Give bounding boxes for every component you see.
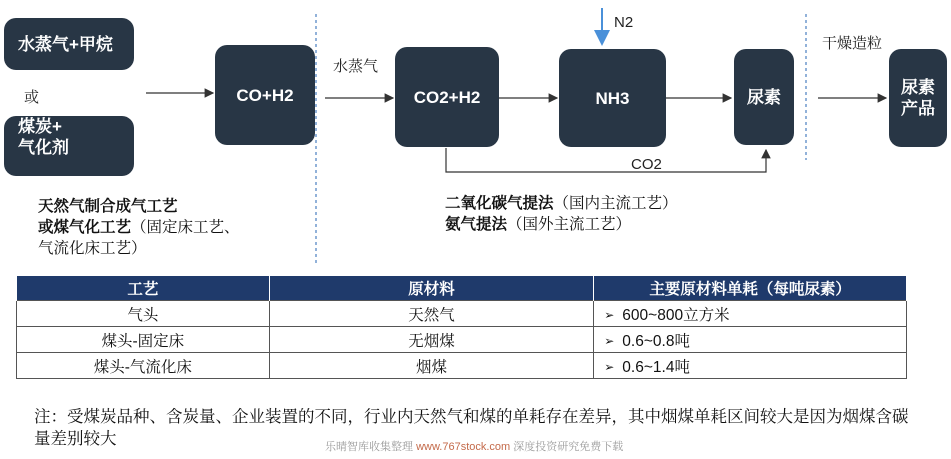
nh3-box [559,49,666,147]
left-desc-line3: 气流化床工艺） [38,240,147,257]
bullet-icon: ➢ [604,360,615,375]
cell-material: 无烟煤 [269,327,594,353]
left-desc-line1: 天然气制合成气工艺 [38,198,178,215]
urea-product-box [889,49,947,147]
co2-label: CO2 [631,156,662,173]
table-header-row [17,276,907,301]
header-consumption: 主要原材料单耗（每吨尿素） [594,276,907,301]
watermark [325,438,623,454]
nh3-label: NH3 [595,88,630,108]
co2h2-box [395,47,499,147]
consumption-table [16,276,907,379]
cell-material: 烟煤 [269,353,594,379]
bullet-icon: ➢ [604,308,615,323]
consumption-value: 0.6~0.8吨 [622,332,690,350]
table-row [17,327,907,353]
input-box-coal-line1: 煤炭+ [18,117,62,136]
watermark-url: www.767stock.com [416,441,511,453]
watermark-suffix: 深度投资研究免费下载 [513,441,624,453]
co2h2-label: CO2+H2 [413,87,481,107]
right-desc-line1-bold: 二氧化碳气提法 [445,195,554,212]
right-description [445,193,678,235]
cell-process: 煤头-气流化床 [17,353,270,379]
left-desc-line2-normal: （固定床工艺、 [131,219,240,236]
right-desc-line1-normal: （国内主流工艺） [553,195,678,212]
n2-label: N2 [614,14,634,31]
right-desc-line2-normal: （国外主流工艺） [507,216,632,233]
syngas-label: CO+H2 [236,85,294,105]
table-row [17,301,907,327]
cell-consumption [594,353,907,379]
product-line1: 尿素 [901,78,935,97]
or-label: 或 [24,89,40,106]
consumption-value: 600~800立方米 [622,306,730,324]
steam-label: 水蒸气 [333,58,379,75]
granulation-label: 干燥造粒 [822,35,883,52]
input-box-steam-methane [4,18,134,70]
syngas-box [215,45,315,145]
cell-process: 煤头-固定床 [17,327,270,353]
product-line2: 产品 [901,99,935,118]
urea-label: 尿素 [747,87,781,107]
consumption-value: 0.6~1.4吨 [622,358,690,376]
urea-box [734,49,794,145]
bullet-icon: ➢ [604,334,615,349]
footnote: 注：受煤炭品种、含炭量、企业装置的不同，行业内天然气和煤的单耗存在差异，其中烟煤单耗区间较大是因为烟煤含碳量差别较大 [34,408,909,448]
left-desc-line2-bold: 或煤气化工艺 [38,219,132,236]
cell-consumption [594,301,907,327]
cell-material: 天然气 [269,301,594,327]
table-row [17,353,907,379]
cell-process: 气头 [17,301,270,327]
header-process: 工艺 [17,276,270,301]
left-description [38,196,240,259]
input-box-coal-gasifier [4,116,134,176]
right-desc-line2-bold: 氨气提法 [445,216,508,233]
input-box-steam-methane-label: 水蒸气+甲烷 [18,34,113,54]
co2-recycle-arrow [446,148,766,172]
watermark-prefix: 乐晴智库收集整理 [325,441,413,453]
input-box-coal-line2: 气化剂 [18,138,69,157]
header-material: 原材料 [269,276,594,301]
cell-consumption [594,327,907,353]
